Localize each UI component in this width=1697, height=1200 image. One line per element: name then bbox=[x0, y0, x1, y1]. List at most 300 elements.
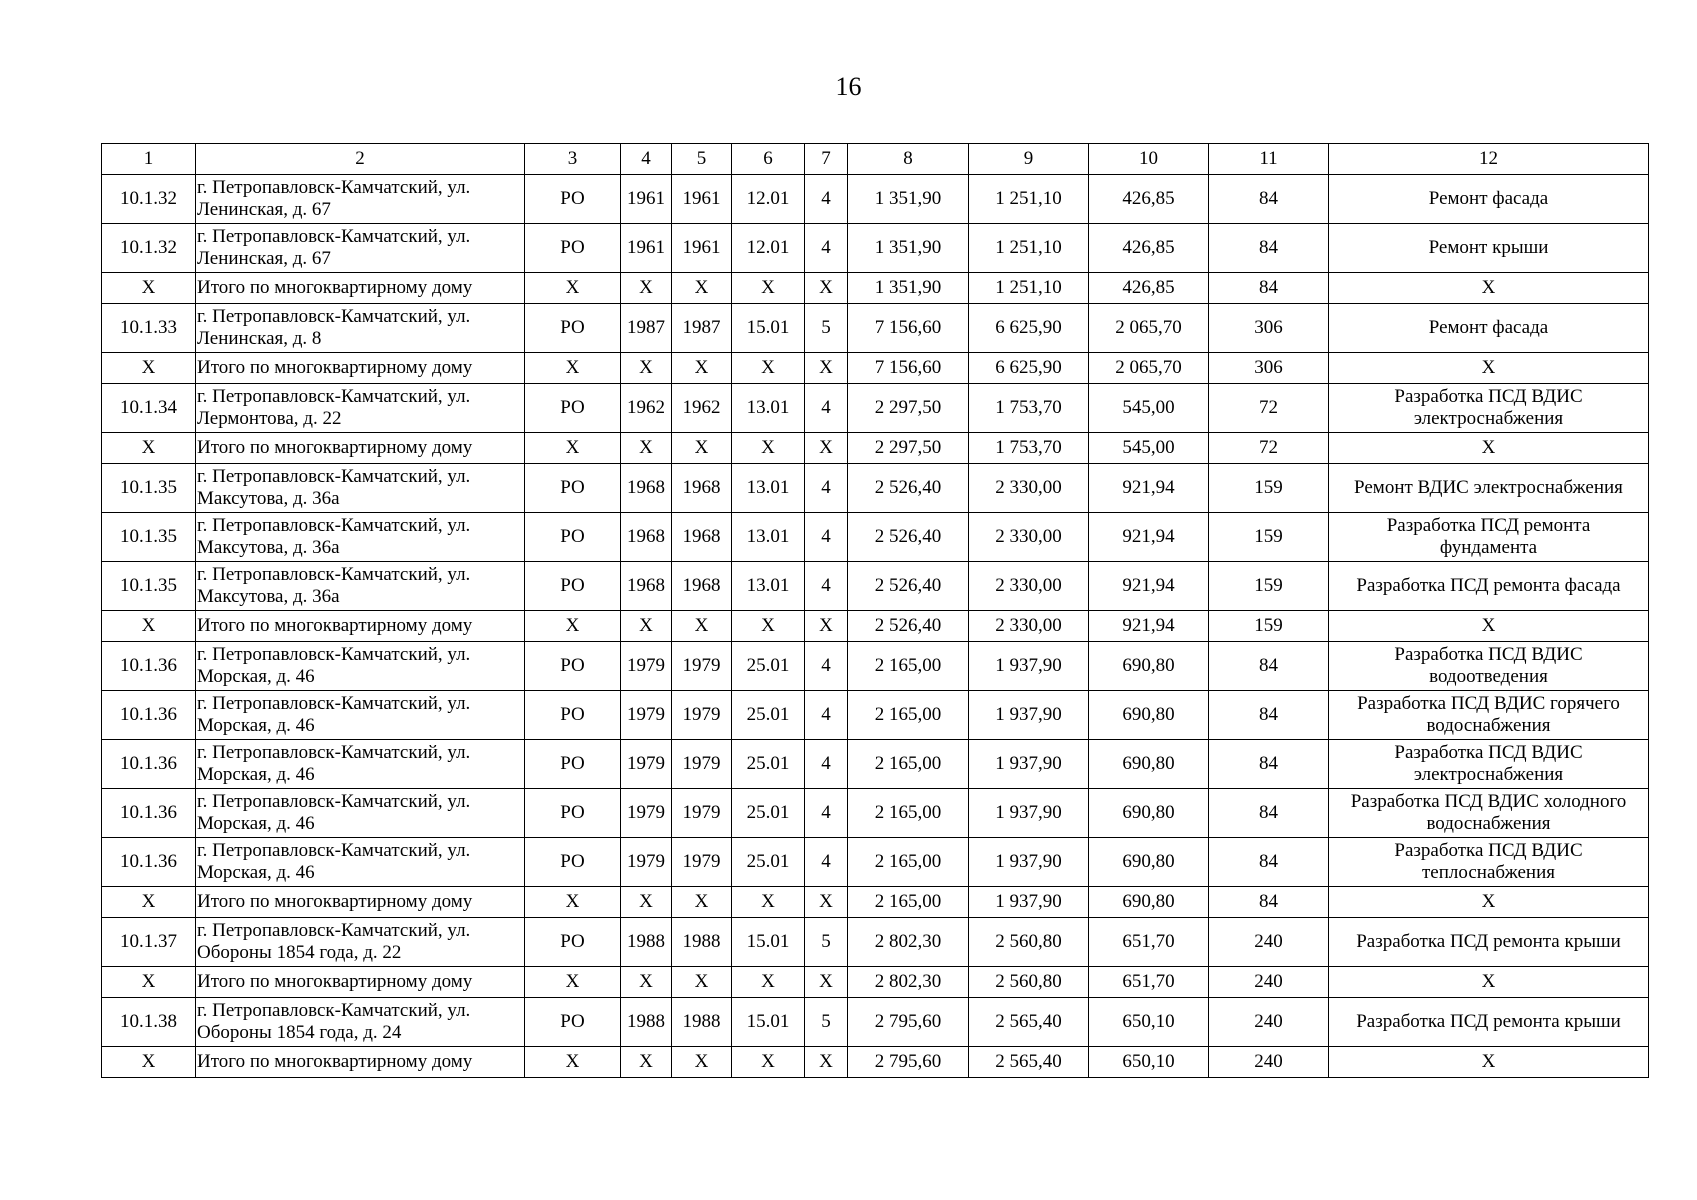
overhaul-year-cell: 1968 bbox=[672, 562, 732, 611]
overhaul-year-cell: 1968 bbox=[672, 513, 732, 562]
wall-material-cell: 15.01 bbox=[732, 304, 805, 353]
floors-cell: X bbox=[805, 611, 848, 642]
address-line: Итого по многоквартирному дому bbox=[197, 437, 473, 458]
residents-cell: 84 bbox=[1209, 789, 1329, 838]
floors-cell: 4 bbox=[805, 838, 848, 887]
wall-material-cell: X bbox=[732, 611, 805, 642]
table-row bbox=[102, 433, 1649, 464]
total-area-cell: 2 165,00 bbox=[848, 838, 969, 887]
wall-material-cell: 15.01 bbox=[732, 918, 805, 967]
address-line: Ленинская, д. 67 bbox=[197, 199, 331, 220]
residents-cell: 159 bbox=[1209, 562, 1329, 611]
table-row bbox=[102, 353, 1649, 384]
owner-type-cell: РО bbox=[525, 918, 621, 967]
commission-year-cell: 1961 bbox=[621, 224, 672, 273]
floors-cell: 4 bbox=[805, 789, 848, 838]
address-line: г. Петропавловск-Камчатский, ул. bbox=[197, 742, 471, 763]
work-type-line: Разработка ПСД ремонта крыши bbox=[1356, 1011, 1621, 1032]
living-area-cell: 1 937,90 bbox=[969, 887, 1089, 918]
floors-cell: 4 bbox=[805, 224, 848, 273]
living-area-cell: 2 330,00 bbox=[969, 513, 1089, 562]
column-number: 7 bbox=[805, 144, 848, 175]
wall-material-cell: 25.01 bbox=[732, 838, 805, 887]
floors-cell: 4 bbox=[805, 691, 848, 740]
residential-area-cell: 426,85 bbox=[1089, 224, 1209, 273]
overhaul-year-cell: 1979 bbox=[672, 838, 732, 887]
work-type-line: X bbox=[1481, 437, 1496, 458]
table-row bbox=[102, 998, 1649, 1047]
residential-area-cell: 651,70 bbox=[1089, 967, 1209, 998]
owner-type-cell: X bbox=[525, 887, 621, 918]
living-area-cell: 2 560,80 bbox=[969, 918, 1089, 967]
owner-type-cell: РО bbox=[525, 513, 621, 562]
work-type-line: Разработка ПСД ВДИС bbox=[1394, 840, 1583, 861]
total-area-cell: 2 297,50 bbox=[848, 433, 969, 464]
commission-year-cell: 1979 bbox=[621, 789, 672, 838]
residents-cell: 84 bbox=[1209, 224, 1329, 273]
work-type-line: Разработка ПСД ВДИС холодного bbox=[1350, 791, 1627, 812]
work-type-line: Разработка ПСД ремонта крыши bbox=[1356, 931, 1621, 952]
item-number-cell: 10.1.36 bbox=[102, 691, 196, 740]
column-number: 8 bbox=[848, 144, 969, 175]
work-type-line: Разработка ПСД ремонта фасада bbox=[1356, 575, 1621, 596]
owner-type-cell: РО bbox=[525, 224, 621, 273]
work-type-line: водоснабжения bbox=[1426, 813, 1551, 834]
total-area-cell: 2 802,30 bbox=[848, 918, 969, 967]
work-type-line: Разработка ПСД ремонта bbox=[1386, 515, 1591, 536]
commission-year-cell: 1968 bbox=[621, 513, 672, 562]
table-row bbox=[102, 224, 1649, 273]
work-type-cell bbox=[1329, 384, 1649, 433]
address-line: г. Петропавловск-Камчатский, ул. bbox=[197, 693, 471, 714]
work-type-cell bbox=[1329, 838, 1649, 887]
work-type-cell bbox=[1329, 562, 1649, 611]
table-row bbox=[102, 1047, 1649, 1078]
item-number-cell: X bbox=[102, 273, 196, 304]
total-area-cell: 7 156,60 bbox=[848, 304, 969, 353]
residential-area-cell: 921,94 bbox=[1089, 513, 1209, 562]
living-area-cell: 1 937,90 bbox=[969, 691, 1089, 740]
living-area-cell: 1 251,10 bbox=[969, 273, 1089, 304]
commission-year-cell: 1961 bbox=[621, 175, 672, 224]
item-number-cell: X bbox=[102, 353, 196, 384]
address-line: г. Петропавловск-Камчатский, ул. bbox=[197, 791, 471, 812]
commission-year-cell: 1988 bbox=[621, 918, 672, 967]
floors-cell: 4 bbox=[805, 740, 848, 789]
table-row bbox=[102, 562, 1649, 611]
table-row bbox=[102, 789, 1649, 838]
item-number-cell: 10.1.37 bbox=[102, 918, 196, 967]
work-type-line: Ремонт крыши bbox=[1428, 237, 1549, 258]
work-type-line: X bbox=[1481, 971, 1496, 992]
residential-area-cell: 690,80 bbox=[1089, 691, 1209, 740]
total-area-cell: 2 526,40 bbox=[848, 513, 969, 562]
work-type-line: теплоснабжения bbox=[1422, 862, 1555, 883]
item-number-cell: X bbox=[102, 1047, 196, 1078]
table-row bbox=[102, 967, 1649, 998]
table-row bbox=[102, 464, 1649, 513]
residential-area-cell: 921,94 bbox=[1089, 464, 1209, 513]
work-type-cell bbox=[1329, 175, 1649, 224]
living-area-cell: 1 937,90 bbox=[969, 642, 1089, 691]
owner-type-cell: РО bbox=[525, 464, 621, 513]
owner-type-cell: РО bbox=[525, 691, 621, 740]
commission-year-cell: X bbox=[621, 887, 672, 918]
wall-material-cell: 12.01 bbox=[732, 224, 805, 273]
address-line: Морская, д. 46 bbox=[197, 862, 315, 883]
residential-area-cell: 690,80 bbox=[1089, 642, 1209, 691]
address-line: г. Петропавловск-Камчатский, ул. bbox=[197, 1000, 471, 1021]
table-row bbox=[102, 273, 1649, 304]
address-line: г. Петропавловск-Камчатский, ул. bbox=[197, 564, 471, 585]
address-line: Морская, д. 46 bbox=[197, 764, 315, 785]
address-line: г. Петропавловск-Камчатский, ул. bbox=[197, 466, 471, 487]
overhaul-year-cell: X bbox=[672, 433, 732, 464]
owner-type-cell: X bbox=[525, 353, 621, 384]
work-type-cell bbox=[1329, 433, 1649, 464]
column-number: 1 bbox=[102, 144, 196, 175]
overhaul-year-cell: 1988 bbox=[672, 918, 732, 967]
total-area-cell: 2 795,60 bbox=[848, 1047, 969, 1078]
residents-cell: 240 bbox=[1209, 998, 1329, 1047]
total-area-cell: 2 526,40 bbox=[848, 611, 969, 642]
residential-area-cell: 690,80 bbox=[1089, 887, 1209, 918]
wall-material-cell: X bbox=[732, 1047, 805, 1078]
living-area-cell: 1 251,10 bbox=[969, 175, 1089, 224]
overhaul-year-cell: X bbox=[672, 353, 732, 384]
living-area-cell: 1 753,70 bbox=[969, 384, 1089, 433]
commission-year-cell: 1968 bbox=[621, 464, 672, 513]
item-number-cell: X bbox=[102, 887, 196, 918]
residents-cell: 72 bbox=[1209, 433, 1329, 464]
commission-year-cell: 1979 bbox=[621, 642, 672, 691]
commission-year-cell: X bbox=[621, 611, 672, 642]
register-table bbox=[101, 143, 1649, 1078]
address-line: г. Петропавловск-Камчатский, ул. bbox=[197, 226, 471, 247]
floors-cell: X bbox=[805, 353, 848, 384]
work-type-cell bbox=[1329, 998, 1649, 1047]
owner-type-cell: РО bbox=[525, 642, 621, 691]
residential-area-cell: 921,94 bbox=[1089, 611, 1209, 642]
table-row bbox=[102, 513, 1649, 562]
owner-type-cell: РО bbox=[525, 304, 621, 353]
floors-cell: 4 bbox=[805, 513, 848, 562]
wall-material-cell: 25.01 bbox=[732, 740, 805, 789]
work-type-cell bbox=[1329, 918, 1649, 967]
table-row bbox=[102, 918, 1649, 967]
work-type-line: X bbox=[1481, 357, 1496, 378]
column-number: 10 bbox=[1089, 144, 1209, 175]
floors-cell: 5 bbox=[805, 304, 848, 353]
address-line: Итого по многоквартирному дому bbox=[197, 615, 473, 636]
residential-area-cell: 690,80 bbox=[1089, 740, 1209, 789]
work-type-cell bbox=[1329, 464, 1649, 513]
work-type-line: Разработка ПСД ВДИС bbox=[1394, 644, 1583, 665]
floors-cell: 4 bbox=[805, 562, 848, 611]
address-line: г. Петропавловск-Камчатский, ул. bbox=[197, 920, 471, 941]
table-row bbox=[102, 304, 1649, 353]
wall-material-cell: X bbox=[732, 353, 805, 384]
item-number-cell: X bbox=[102, 433, 196, 464]
column-number: 2 bbox=[196, 144, 525, 175]
residents-cell: 84 bbox=[1209, 642, 1329, 691]
commission-year-cell: 1962 bbox=[621, 384, 672, 433]
work-type-cell bbox=[1329, 353, 1649, 384]
overhaul-year-cell: X bbox=[672, 273, 732, 304]
wall-material-cell: 25.01 bbox=[732, 691, 805, 740]
work-type-cell bbox=[1329, 224, 1649, 273]
commission-year-cell: X bbox=[621, 433, 672, 464]
address-cell bbox=[196, 304, 525, 353]
total-area-cell: 7 156,60 bbox=[848, 353, 969, 384]
work-type-line: X bbox=[1481, 891, 1496, 912]
work-type-line: Ремонт фасада bbox=[1428, 188, 1549, 209]
address-line: г. Петропавловск-Камчатский, ул. bbox=[197, 644, 471, 665]
overhaul-year-cell: 1961 bbox=[672, 224, 732, 273]
overhaul-year-cell: 1961 bbox=[672, 175, 732, 224]
wall-material-cell: 12.01 bbox=[732, 175, 805, 224]
address-line: Ленинская, д. 67 bbox=[197, 248, 331, 269]
owner-type-cell: РО bbox=[525, 562, 621, 611]
item-number-cell: 10.1.36 bbox=[102, 838, 196, 887]
residential-area-cell: 545,00 bbox=[1089, 433, 1209, 464]
total-area-cell: 2 165,00 bbox=[848, 691, 969, 740]
work-type-cell bbox=[1329, 1047, 1649, 1078]
wall-material-cell: 25.01 bbox=[732, 642, 805, 691]
residents-cell: 240 bbox=[1209, 1047, 1329, 1078]
address-line: Морская, д. 46 bbox=[197, 666, 315, 687]
floors-cell: 5 bbox=[805, 998, 848, 1047]
owner-type-cell: РО bbox=[525, 384, 621, 433]
residents-cell: 84 bbox=[1209, 740, 1329, 789]
wall-material-cell: 13.01 bbox=[732, 464, 805, 513]
table-row bbox=[102, 838, 1649, 887]
residents-cell: 84 bbox=[1209, 838, 1329, 887]
address-line: Обороны 1854 года, д. 24 bbox=[197, 1022, 402, 1043]
total-area-cell: 2 165,00 bbox=[848, 740, 969, 789]
item-number-cell: 10.1.36 bbox=[102, 642, 196, 691]
owner-type-cell: X bbox=[525, 1047, 621, 1078]
overhaul-year-cell: 1979 bbox=[672, 642, 732, 691]
work-type-cell bbox=[1329, 967, 1649, 998]
commission-year-cell: 1979 bbox=[621, 838, 672, 887]
address-cell bbox=[196, 838, 525, 887]
residential-area-cell: 650,10 bbox=[1089, 1047, 1209, 1078]
column-number: 3 bbox=[525, 144, 621, 175]
work-type-cell bbox=[1329, 691, 1649, 740]
commission-year-cell: 1987 bbox=[621, 304, 672, 353]
floors-cell: X bbox=[805, 273, 848, 304]
floors-cell: X bbox=[805, 433, 848, 464]
floors-cell: 4 bbox=[805, 384, 848, 433]
residential-area-cell: 426,85 bbox=[1089, 175, 1209, 224]
address-cell bbox=[196, 887, 525, 918]
commission-year-cell: X bbox=[621, 353, 672, 384]
overhaul-year-cell: 1962 bbox=[672, 384, 732, 433]
overhaul-year-cell: 1979 bbox=[672, 789, 732, 838]
item-number-cell: 10.1.35 bbox=[102, 464, 196, 513]
overhaul-year-cell: 1988 bbox=[672, 998, 732, 1047]
address-cell bbox=[196, 998, 525, 1047]
total-area-cell: 2 802,30 bbox=[848, 967, 969, 998]
floors-cell: 4 bbox=[805, 175, 848, 224]
overhaul-year-cell: X bbox=[672, 967, 732, 998]
owner-type-cell: РО bbox=[525, 838, 621, 887]
total-area-cell: 2 165,00 bbox=[848, 887, 969, 918]
residents-cell: 84 bbox=[1209, 887, 1329, 918]
living-area-cell: 1 937,90 bbox=[969, 789, 1089, 838]
wall-material-cell: X bbox=[732, 273, 805, 304]
floors-cell: X bbox=[805, 887, 848, 918]
table-row bbox=[102, 611, 1649, 642]
residents-cell: 159 bbox=[1209, 611, 1329, 642]
residential-area-cell: 651,70 bbox=[1089, 918, 1209, 967]
table-row bbox=[102, 384, 1649, 433]
column-number: 6 bbox=[732, 144, 805, 175]
work-type-line: Ремонт фасада bbox=[1428, 317, 1549, 338]
total-area-cell: 2 795,60 bbox=[848, 998, 969, 1047]
wall-material-cell: 13.01 bbox=[732, 513, 805, 562]
commission-year-cell: 1968 bbox=[621, 562, 672, 611]
column-number: 9 bbox=[969, 144, 1089, 175]
floors-cell: X bbox=[805, 967, 848, 998]
address-line: Итого по многоквартирному дому bbox=[197, 971, 473, 992]
work-type-line: X bbox=[1481, 615, 1496, 636]
floors-cell: X bbox=[805, 1047, 848, 1078]
living-area-cell: 2 330,00 bbox=[969, 464, 1089, 513]
residential-area-cell: 426,85 bbox=[1089, 273, 1209, 304]
page-number: 16 bbox=[835, 72, 862, 101]
residential-area-cell: 2 065,70 bbox=[1089, 304, 1209, 353]
residential-area-cell: 545,00 bbox=[1089, 384, 1209, 433]
commission-year-cell: 1979 bbox=[621, 740, 672, 789]
address-line: Ленинская, д. 8 bbox=[197, 328, 322, 349]
work-type-cell bbox=[1329, 642, 1649, 691]
commission-year-cell: 1979 bbox=[621, 691, 672, 740]
total-area-cell: 2 165,00 bbox=[848, 789, 969, 838]
commission-year-cell: X bbox=[621, 967, 672, 998]
address-line: г. Петропавловск-Камчатский, ул. bbox=[197, 177, 471, 198]
work-type-line: электроснабжения bbox=[1413, 408, 1564, 429]
address-cell bbox=[196, 1047, 525, 1078]
item-number-cell: X bbox=[102, 611, 196, 642]
living-area-cell: 2 330,00 bbox=[969, 562, 1089, 611]
work-type-cell bbox=[1329, 740, 1649, 789]
living-area-cell: 1 937,90 bbox=[969, 838, 1089, 887]
address-cell bbox=[196, 353, 525, 384]
work-type-line: электроснабжения bbox=[1413, 764, 1564, 785]
owner-type-cell: РО bbox=[525, 740, 621, 789]
wall-material-cell: X bbox=[732, 967, 805, 998]
residents-cell: 159 bbox=[1209, 464, 1329, 513]
residents-cell: 240 bbox=[1209, 967, 1329, 998]
column-number: 12 bbox=[1329, 144, 1649, 175]
address-line: Морская, д. 46 bbox=[197, 813, 315, 834]
work-type-cell bbox=[1329, 611, 1649, 642]
total-area-cell: 2 526,40 bbox=[848, 464, 969, 513]
item-number-cell: 10.1.35 bbox=[102, 513, 196, 562]
address-line: г. Петропавловск-Камчатский, ул. bbox=[197, 515, 471, 536]
address-line: Итого по многоквартирному дому bbox=[197, 891, 473, 912]
address-line: Итого по многоквартирному дому bbox=[197, 357, 473, 378]
item-number-cell: 10.1.38 bbox=[102, 998, 196, 1047]
commission-year-cell: 1988 bbox=[621, 998, 672, 1047]
wall-material-cell: 13.01 bbox=[732, 384, 805, 433]
address-cell bbox=[196, 433, 525, 464]
address-line: Максутова, д. 36а bbox=[197, 537, 340, 558]
address-line: г. Петропавловск-Камчатский, ул. bbox=[197, 840, 471, 861]
living-area-cell: 1 251,10 bbox=[969, 224, 1089, 273]
table-row bbox=[102, 740, 1649, 789]
item-number-cell: 10.1.33 bbox=[102, 304, 196, 353]
work-type-cell bbox=[1329, 887, 1649, 918]
wall-material-cell: X bbox=[732, 433, 805, 464]
living-area-cell: 6 625,90 bbox=[969, 304, 1089, 353]
overhaul-year-cell: X bbox=[672, 1047, 732, 1078]
address-cell bbox=[196, 224, 525, 273]
address-line: г. Петропавловск-Камчатский, ул. bbox=[197, 386, 471, 407]
total-area-cell: 1 351,90 bbox=[848, 273, 969, 304]
address-line: г. Петропавловск-Камчатский, ул. bbox=[197, 306, 471, 327]
wall-material-cell: 25.01 bbox=[732, 789, 805, 838]
overhaul-year-cell: X bbox=[672, 887, 732, 918]
address-cell bbox=[196, 611, 525, 642]
work-type-line: Ремонт ВДИС электроснабжения bbox=[1354, 477, 1623, 498]
work-type-cell bbox=[1329, 789, 1649, 838]
column-number: 5 bbox=[672, 144, 732, 175]
address-cell bbox=[196, 273, 525, 304]
owner-type-cell: X bbox=[525, 611, 621, 642]
address-line: Морская, д. 46 bbox=[197, 715, 315, 736]
address-cell bbox=[196, 513, 525, 562]
address-line: Обороны 1854 года, д. 22 bbox=[197, 942, 402, 963]
item-number-cell: 10.1.36 bbox=[102, 789, 196, 838]
address-line: Итого по многоквартирному дому bbox=[197, 1051, 473, 1072]
total-area-cell: 1 351,90 bbox=[848, 224, 969, 273]
living-area-cell: 2 565,40 bbox=[969, 1047, 1089, 1078]
overhaul-year-cell: 1979 bbox=[672, 691, 732, 740]
address-line: Итого по многоквартирному дому bbox=[197, 277, 473, 298]
wall-material-cell: 13.01 bbox=[732, 562, 805, 611]
residential-area-cell: 690,80 bbox=[1089, 789, 1209, 838]
address-cell bbox=[196, 740, 525, 789]
table-body bbox=[102, 144, 1649, 1078]
residents-cell: 306 bbox=[1209, 353, 1329, 384]
overhaul-year-cell: X bbox=[672, 611, 732, 642]
overhaul-year-cell: 1987 bbox=[672, 304, 732, 353]
work-type-line: фундамента bbox=[1439, 537, 1538, 558]
residents-cell: 84 bbox=[1209, 273, 1329, 304]
address-cell bbox=[196, 175, 525, 224]
address-cell bbox=[196, 918, 525, 967]
total-area-cell: 2 526,40 bbox=[848, 562, 969, 611]
total-area-cell: 2 297,50 bbox=[848, 384, 969, 433]
owner-type-cell: РО bbox=[525, 175, 621, 224]
table-row bbox=[102, 887, 1649, 918]
address-cell bbox=[196, 562, 525, 611]
wall-material-cell: X bbox=[732, 887, 805, 918]
owner-type-cell: X bbox=[525, 273, 621, 304]
owner-type-cell: X bbox=[525, 967, 621, 998]
work-type-cell bbox=[1329, 304, 1649, 353]
work-type-line: Разработка ПСД ВДИС bbox=[1394, 386, 1583, 407]
address-line: Максутова, д. 36а bbox=[197, 586, 340, 607]
item-number-cell: X bbox=[102, 967, 196, 998]
item-number-cell: 10.1.32 bbox=[102, 175, 196, 224]
owner-type-cell: X bbox=[525, 433, 621, 464]
work-type-line: X bbox=[1481, 277, 1496, 298]
living-area-cell: 2 560,80 bbox=[969, 967, 1089, 998]
